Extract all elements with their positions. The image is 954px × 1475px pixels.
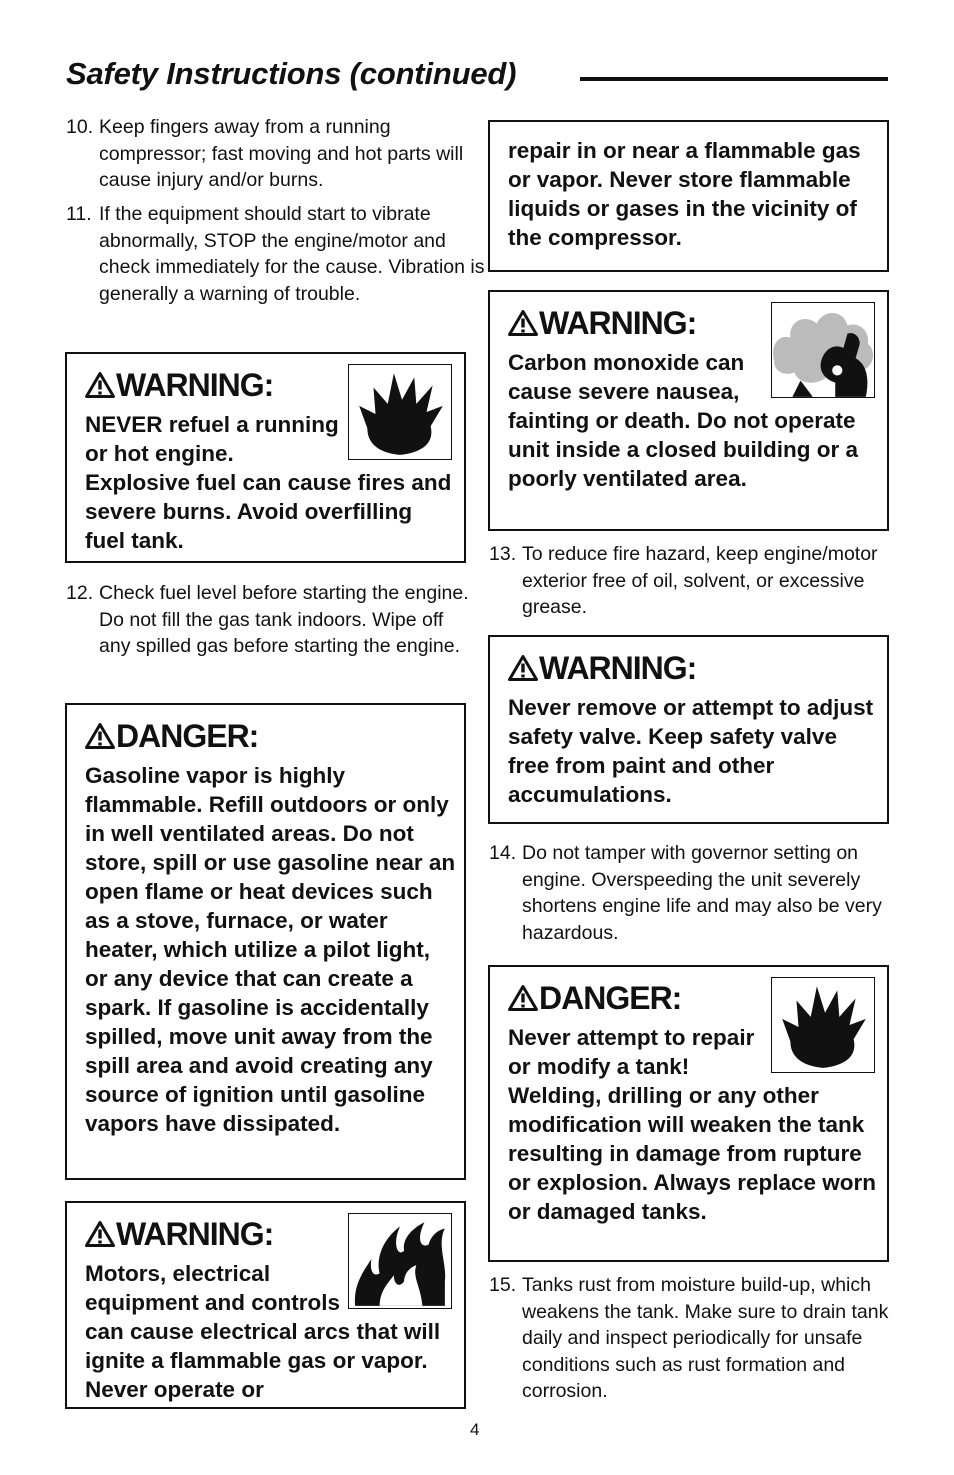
- warning-label: WARNING:: [539, 304, 697, 341]
- warning-text: repair in or near a flammable gas or vapor. Never store flammable liquids or gases in the vicinity of the compressor.: [508, 138, 861, 250]
- warning-box-electrical-continued: [488, 120, 889, 272]
- item-text: Tanks rust from moisture build-up, which weakens the tank. Make sure to drain tank daily and inspect periodically for unsafe conditions such as rust formation and corrosion.: [522, 1274, 889, 1402]
- list-item-11: [66, 201, 493, 307]
- warning-box-refuel: [65, 352, 466, 563]
- alert-triangle-icon: [508, 985, 538, 1011]
- warning-box-safety-valve: [488, 635, 889, 824]
- warning-box-carbon-monoxide: [488, 290, 889, 531]
- warning-heading: [508, 649, 879, 687]
- item-number: 13.: [489, 543, 517, 565]
- title-rule: [580, 77, 888, 81]
- alert-triangle-icon: [85, 1221, 115, 1247]
- item-text: If the equipment should start to vibrate abnormally, STOP the engine/motor and check immediately for the cause. Vibration is generally a warning of trouble.: [99, 203, 485, 305]
- danger-box-tank: [488, 965, 889, 1262]
- toxic-fumes-icon: [771, 302, 875, 398]
- warning-label: WARNING:: [116, 366, 274, 403]
- page-title: Safety Instructions (continued): [66, 56, 517, 91]
- explosion-icon: [771, 977, 875, 1073]
- list-item-15: [489, 1272, 918, 1405]
- alert-triangle-icon: [508, 655, 538, 681]
- danger-heading: [508, 979, 765, 1017]
- danger-text: Never attempt to repair or modify a tank! Welding, drilling or any other modification will weaken the tank resulting in damage from rupture or explosion. Always replace worn or damaged tanks.: [508, 1025, 877, 1224]
- list-item-10: [66, 114, 479, 194]
- warning-heading: [508, 304, 765, 342]
- item-text: Check fuel level before starting the engine. Do not fill the gas tank indoors. Wipe off any spilled gas before starting the engine.: [99, 582, 469, 657]
- item-number: 12.: [66, 582, 94, 604]
- warning-heading: [85, 1215, 342, 1253]
- danger-label: DANGER:: [116, 717, 259, 754]
- alert-triangle-icon: [508, 310, 538, 336]
- item-number: 10.: [66, 116, 94, 138]
- fire-icon: [348, 1213, 452, 1309]
- warning-heading: [85, 366, 342, 404]
- item-text: Keep fingers away from a running compressor; fast moving and hot parts will cause injury and/or burns.: [99, 116, 464, 191]
- danger-label: DANGER:: [539, 979, 682, 1016]
- danger-text: Gasoline vapor is highly flammable. Refill outdoors or only in well ventilated areas. Do not store, spill or use gasoline near an open flame or heat devices such as a stove, furnace, or water heater, which utilize a pilot light, or any device that can create a spark. If gasoline is accidentally spilled, move unit away from the spill area and avoid creating any source of ignition until gasoline vapors have dissipated.: [85, 763, 456, 1136]
- item-number: 15.: [489, 1274, 517, 1296]
- warning-text: Never remove or attempt to adjust safety valve. Keep safety valve free from paint and other accumulations.: [508, 695, 874, 807]
- list-item-12: [66, 580, 479, 660]
- warning-text: Motors, electrical equipment and controls can cause electrical arcs that will ignite a flammable gas or vapor. Never operate or: [85, 1261, 441, 1402]
- item-number: 14.: [489, 842, 517, 864]
- item-text: To reduce fire hazard, keep engine/motor exterior free of oil, solvent, or excessive grease.: [522, 543, 878, 618]
- list-item-14: [489, 840, 922, 946]
- alert-triangle-icon: [85, 372, 115, 398]
- warning-label: WARNING:: [116, 1215, 274, 1252]
- item-text: Do not tamper with governor setting on engine. Overspeeding the unit severely shortens engine life and may also be very hazardous.: [522, 842, 882, 944]
- warning-box-electrical: [65, 1201, 466, 1409]
- explosion-icon: [348, 364, 452, 460]
- warning-label: WARNING:: [539, 649, 697, 686]
- list-item-13: [489, 541, 910, 621]
- danger-box-gasoline: [65, 703, 466, 1180]
- page-number: 4: [470, 1420, 480, 1439]
- warning-text: Carbon monoxide can cause severe nausea, fainting or death. Do not operate unit inside a closed building or a poorly ventilated area.: [508, 350, 859, 491]
- alert-triangle-icon: [85, 723, 115, 749]
- warning-text: NEVER refuel a running or hot engine. Explosive fuel can cause fires and severe burns. Avoid overfilling fuel tank.: [85, 412, 452, 553]
- item-number: 11.: [66, 203, 92, 225]
- danger-heading: [85, 717, 456, 755]
